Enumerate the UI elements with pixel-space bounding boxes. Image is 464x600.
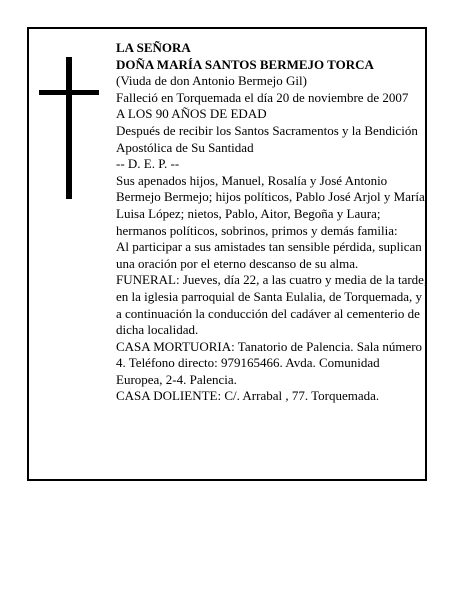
family-paragraph: Sus apenados hijos, Manuel, Rosalía y José Antonio Bermejo Bermejo; hijos políticos, Pablo José Arjol y María Luisa López; nietos, Pablo, Aitor, Begoña y Laura; hermanos políticos, sobrinos, primos y demás familia: bbox=[116, 172, 425, 238]
age-line: A LOS 90 AÑOS DE EDAD bbox=[116, 106, 267, 122]
sacraments-line: Después de recibir los Santos Sacramentos y la Bendición Apostólica de Su Santidad bbox=[116, 122, 418, 155]
request-paragraph: Al participar a sus amistades tan sensible pérdida, suplican una oración por el eterno descanso de su alma. bbox=[116, 239, 422, 271]
deceased-name: DOÑA MARÍA SANTOS BERMEJO TORCA bbox=[116, 56, 374, 72]
cross-vertical-bar bbox=[66, 57, 72, 199]
cross-horizontal-bar bbox=[39, 90, 99, 95]
obituary-notice bbox=[27, 27, 427, 481]
notice-text bbox=[116, 40, 428, 405]
funeral-paragraph: FUNERAL: Jueves, día 22, a las cuatro y media de la tarde, en la iglesia parroquial de Santa Eulalia, de Torquemada, y a continuación la conducción del cadáver al cementerio de dicha localidad. bbox=[116, 272, 428, 338]
house-paragraph: CASA DOLIENTE: C/. Arrabal , 77. Torquemada. bbox=[116, 388, 380, 404]
rip-line: -- D. E. P. -- bbox=[116, 156, 180, 172]
mortuary-paragraph: CASA MORTUORIA: Tanatorio de Palencia. Sala número 4. Teléfono directo: 979165466. Avda. Comunidad Europea, 2-4. Palencia. bbox=[116, 338, 423, 387]
notice-title: LA SEÑORA bbox=[116, 40, 191, 55]
death-line: Falleció en Torquemada el día 20 de noviembre de 2007 bbox=[116, 89, 409, 105]
cross-icon bbox=[39, 57, 99, 199]
widow-of-line: (Viuda de don Antonio Bermejo Gil) bbox=[116, 73, 307, 89]
